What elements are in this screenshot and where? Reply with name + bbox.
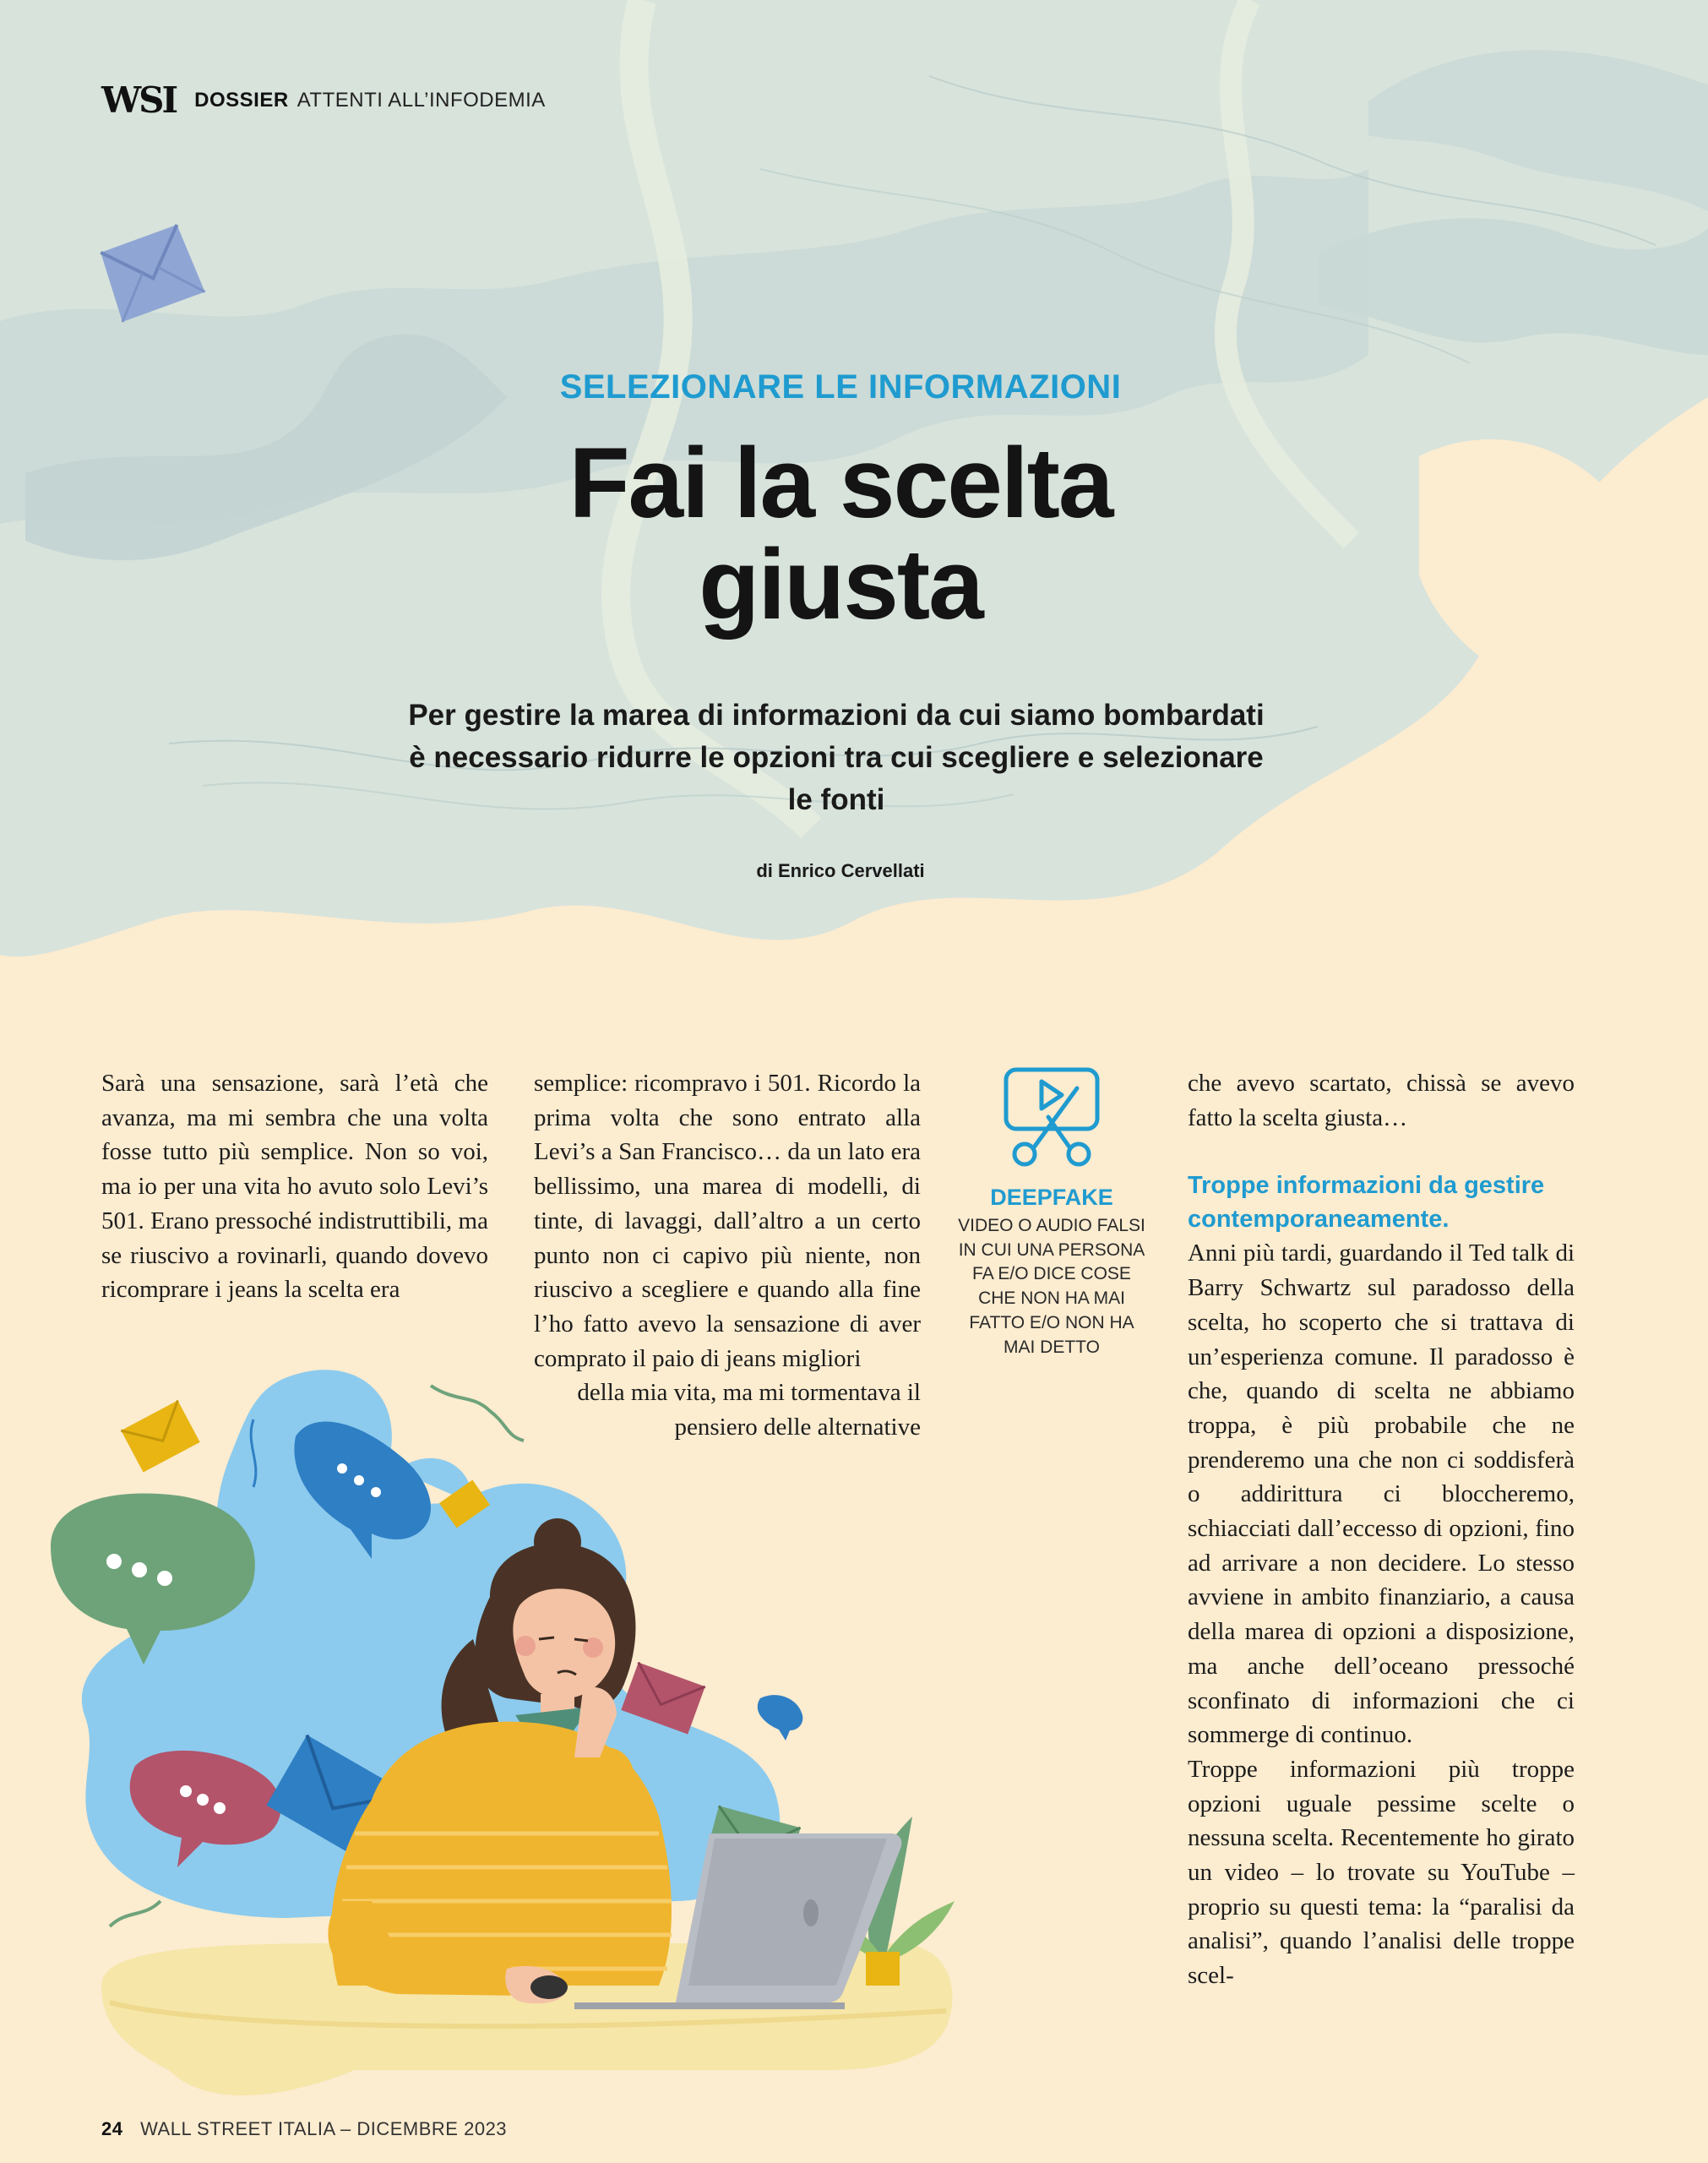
envelope-yellow-1 [121, 1400, 199, 1472]
page-footer [101, 2118, 507, 2140]
publication-line: WALL STREET ITALIA – DICEMBRE 2023 [140, 2118, 508, 2139]
body-column-3 [1188, 1066, 1575, 1993]
article-kicker: SELEZIONARE LE INFORMAZIONI [559, 368, 1122, 406]
glossary-box [955, 1063, 1149, 1359]
body-paragraph: Sarà una sensazione, sarà l’età che avanza, ma mi sembra che una volta fosse tutto più semplice. Non so voi, ma io per una vita ho avuto solo Levi’s 501. Erano pressoché indistruttibili, ma se riuscivo a rovinarli, quando dovevo ricomprare i jeans la scelta era [101, 1070, 488, 1304]
wsi-logo: WSI [101, 79, 177, 121]
woman-at-laptop-illustration [34, 1360, 971, 2112]
article-title-line-1: Fai la scelta [568, 428, 1112, 539]
running-header [101, 79, 546, 121]
body-paragraph: che avevo scartato, chissà se avevo fatto la scelta giusta… [1188, 1070, 1575, 1131]
speech-bubble-small-blue [758, 1695, 803, 1741]
section-subheading: Troppe informazioni da gestire contemporaneamente. [1188, 1172, 1545, 1234]
body-paragraph: semplice: ricompravo i 501. Ricordo la prima volta che sono entrato alla Levi’s a San Francisco… da un lato era bellissimo, una marea di modelli, di tinte, di lavaggi, dall’altro a un certo punto non ci capivo più niente, non riuscivo a scegliere e quando alla fine l’ho fatto avevo la sensazione di aver comprato il paio di jeans migliori [534, 1070, 921, 1372]
glossary-term: DEEPFAKE [990, 1185, 1113, 1210]
section-label: DOSSIER [194, 88, 289, 112]
video-scissors-icon [999, 1063, 1104, 1168]
body-paragraph: Anni più tardi, guardando il Ted talk di Barry Schwartz sul paradosso della scelta, ho scoperto che si trattava di un’esperienza comune. Il paradosso è che, quando di scelta ne abbiamo troppa, è più probabile che ne prenderemo una che non ci soddisferà o addirittura ci bloccheremo, schiacciati dall’eccesso di opzioni, fino ad arrivare a non decidere. Lo stesso avviene in ambito finanziario, a causa della marea di opzioni a disposizione, ma anche dell’oceano pressoché sconfinato di informazioni che ci sommerge di continuo. [1188, 1240, 1575, 1749]
article-title-line-2: giusta [699, 529, 982, 640]
body-paragraph: Troppe informazioni più troppe opzioni uguale pessime scelte o nessuna scelta. Recentemente ho girato un video – lo trovate su YouTube – proprio su questi tema: la “paralisi da analisi”, quando l’analisi delle troppe scel- [1188, 1755, 1575, 1990]
body-column-2 [534, 1066, 921, 1445]
page-number: 24 [101, 2118, 123, 2139]
body-column-1 [101, 1066, 488, 1307]
dossier-topic: ATTENTI ALL’INFODEMIA [296, 88, 546, 112]
article-title [0, 428, 1681, 640]
article-deck: Per gestire la marea di informazioni da cui siamo bombardati è necessario ridurre le opzioni tra cui scegliere e selezionare le fonti [408, 699, 1265, 816]
article-byline: di Enrico Cervellati [756, 860, 925, 881]
body-paragraph: della mia vita, ma mi tormentava il pensiero delle alternative [577, 1379, 921, 1441]
glossary-definition: VIDEO O AUDIO FALSI IN CUI UNA PERSONA FA E/O DICE COSE CHE NON HA MAI FATTO E/O NON HA MAI DETTO [958, 1216, 1145, 1357]
